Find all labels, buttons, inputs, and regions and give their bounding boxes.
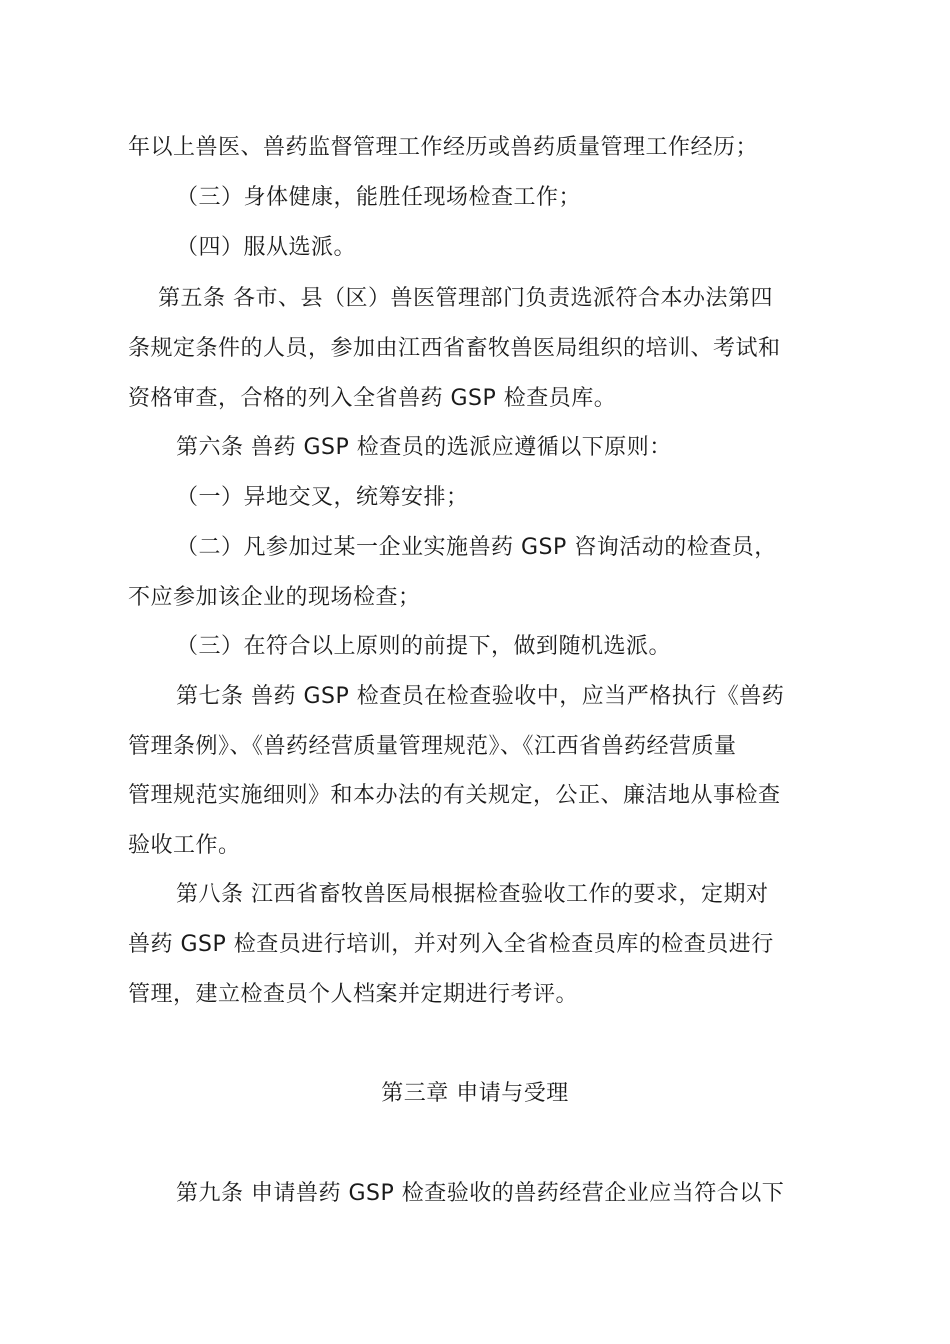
text-line: 管理，建立检查员个人档案并定期进行考评。 [128,982,579,1007]
text-line: （一）异地交叉，统筹安排； [176,485,469,510]
text-line: 不应参加该企业的现场检查； [128,585,421,610]
text-line: 验收工作。 [128,833,241,858]
text-line: 条规定条件的人员，参加由江西省畜牧兽医局组织的培训、考试和 [128,336,781,361]
text-line: 第八条 江西省畜牧兽医局根据检查验收工作的要求，定期对 [176,882,769,907]
text-line: 第六条 兽药 GSP 检查员的选派应遵循以下原则： [176,435,672,460]
text-line: 第五条 各市、县（区）兽医管理部门负责选派符合本办法第四 [158,286,773,311]
text-line: （三）身体健康，能胜任现场检查工作； [176,185,582,210]
text-line: 年以上兽医、兽药监督管理工作经历或兽药质量管理工作经历； [128,135,759,160]
text-line: 第九条 申请兽药 GSP 检查验收的兽药经营企业应当符合以下 [176,1181,785,1206]
text-line: （二）凡参加过某一企业实施兽药 GSP 咨询活动的检查员， [176,535,777,560]
text-line: 管理条例》、《兽药经营质量管理规范》、《江西省兽药经营质量 [128,734,737,759]
text-line: 管理规范实施细则》和本办法的有关规定，公正、廉洁地从事检查 [128,783,781,808]
text-line: （四）服从选派。 [176,235,357,260]
text-line: 兽药 GSP 检查员进行培训，并对列入全省检查员库的检查员进行 [128,932,774,957]
chapter-heading: 第三章 申请与受理 [381,1081,569,1106]
text-line: 资格审查，合格的列入全省兽药 GSP 检查员库。 [128,386,617,411]
text-line: （三）在符合以上原则的前提下，做到随机选派。 [176,634,672,659]
text-line: 第七条 兽药 GSP 检查员在检查验收中，应当严格执行《兽药 [176,684,785,709]
